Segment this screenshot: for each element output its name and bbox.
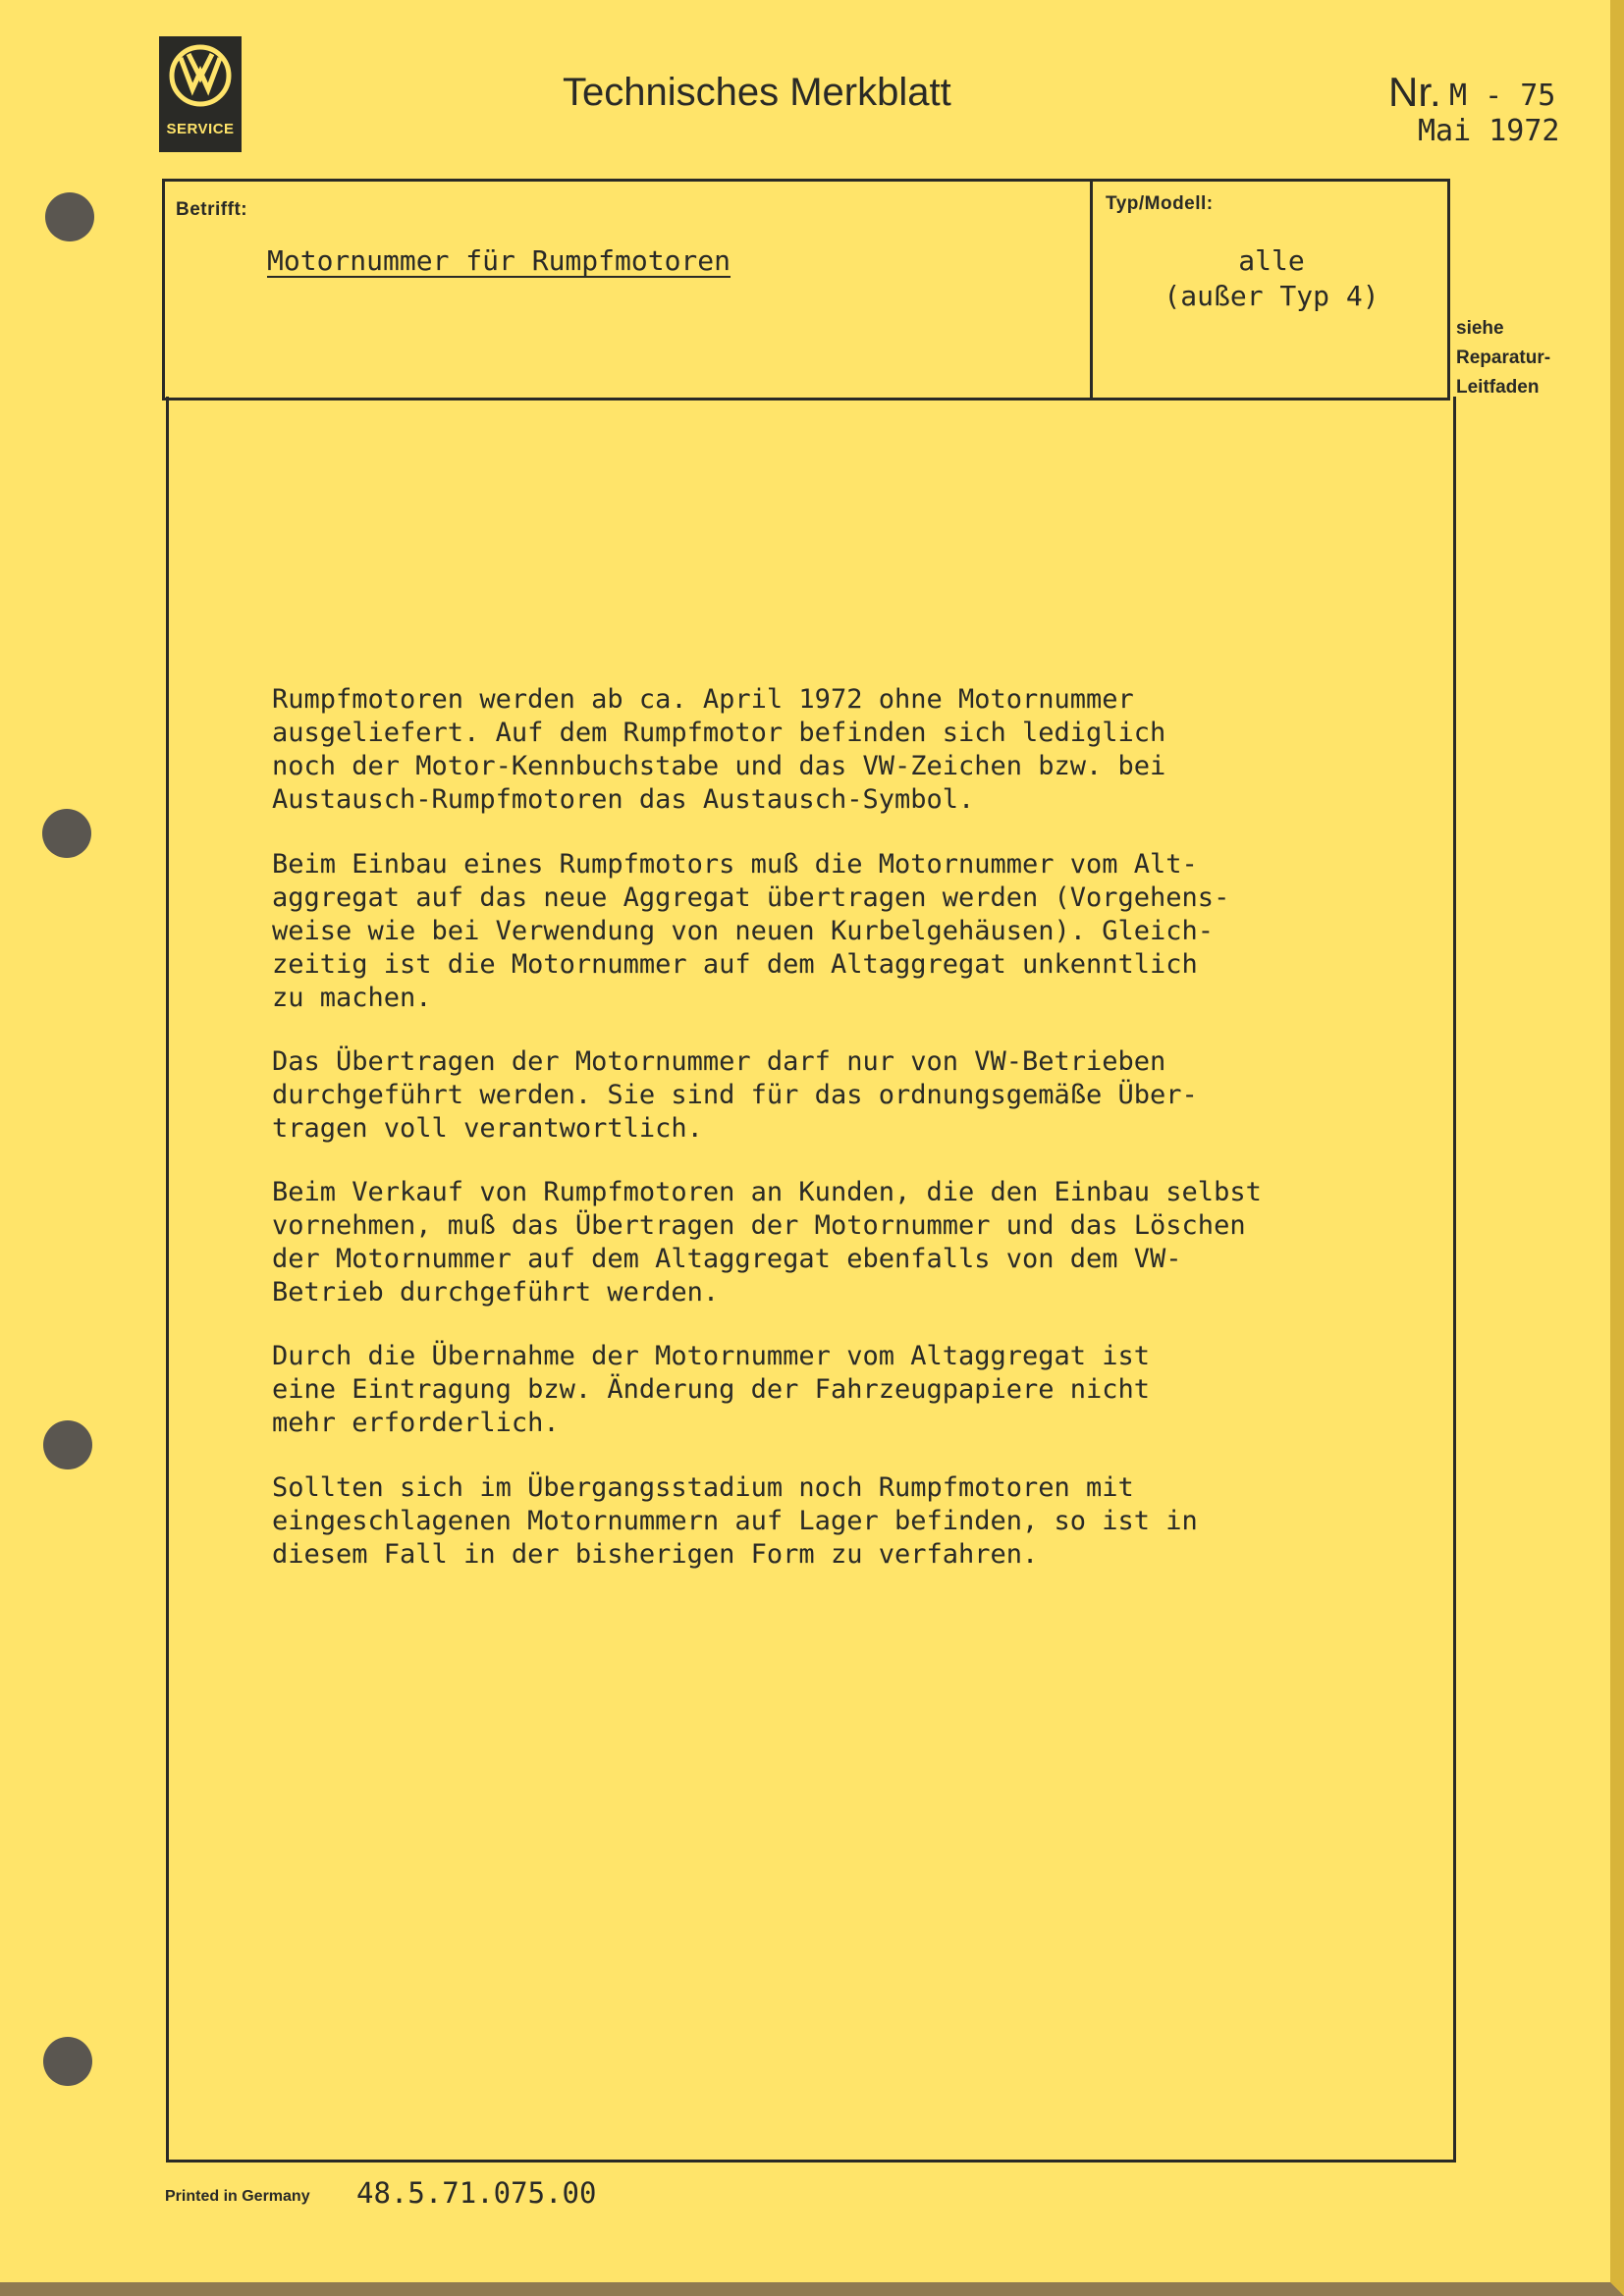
vw-service-logo xyxy=(159,36,242,152)
number-value: M - 75 xyxy=(1449,79,1556,113)
paragraph-4: Beim Verkauf von Rumpfmotoren an Kunden, die den Einbau selbst vornehmen, muß das Übertragen der Motornummer und das Löschen der Motornummer auf dem Altaggregat ebenfalls von dem VW- Betrieb durchgeführt werden. xyxy=(272,1177,1262,1308)
siehe-line-3: Leitfaden xyxy=(1456,377,1540,398)
paragraph-1: Rumpfmotoren werden ab ca. April 1972 ohne Motornummer ausgeliefert. Auf dem Rumpfmotor befinden sich lediglich noch der Motor-Kennbuchstabe und das VW-Zeichen bzw. bei Austausch-Rumpfmotoren das Austausch-Symbol. xyxy=(272,684,1166,815)
punch-hole xyxy=(42,809,91,858)
betrifft-label: Betrifft: xyxy=(176,199,248,220)
siehe-reparatur-note xyxy=(1456,314,1550,402)
vw-logo-icon xyxy=(167,42,234,109)
paragraph-5: Durch die Übernahme der Motornummer vom Altaggregat ist eine Eintragung bzw. Änderung der Fahrzeugpapiere nicht mehr erforderlich. xyxy=(272,1341,1151,1438)
printed-in-germany: Printed in Germany xyxy=(165,2188,310,2205)
logo-service-text: SERVICE xyxy=(166,121,235,137)
paragraph-6: Sollten sich im Übergangsstadium noch Rumpfmotoren mit eingeschlagenen Motornummern auf Lager befinden, so ist in diesem Fall in der bisherigen Form zu verfahren. xyxy=(272,1472,1198,1570)
punch-hole xyxy=(45,192,94,241)
number-label: Nr. xyxy=(1388,69,1441,115)
model-line-1: alle xyxy=(1238,244,1305,277)
document-title: Technisches Merkblatt xyxy=(563,71,951,114)
typ-modell-label: Typ/Modell: xyxy=(1106,193,1214,214)
paragraph-2: Beim Einbau eines Rumpfmotors muß die Motornummer vom Alt- aggregat auf das neue Aggregat übertragen werden (Vorgehens- weise wie bei Verwendung von neuen Kurbelgehäusen). Gleich- zeitig ist die Motornummer auf dem Altaggregat unkenntlich zu machen. xyxy=(272,849,1230,1013)
subject: Motornummer für Rumpfmotoren xyxy=(267,244,731,277)
catalog-number: 48.5.71.075.00 xyxy=(356,2176,597,2210)
punch-hole xyxy=(43,1420,92,1469)
punch-hole xyxy=(43,2037,92,2086)
siehe-line-2: Reparatur- xyxy=(1456,347,1551,368)
model-line-2: (außer Typ 4) xyxy=(1164,280,1380,312)
paragraph-3: Das Übertragen der Motornummer darf nur von VW-Betrieben durchgeführt werden. Sie sind für das ordnungsgemäße Über- tragen voll verantwortlich. xyxy=(272,1046,1198,1144)
issue-date: Mai 1972 xyxy=(1418,114,1560,148)
header-divider xyxy=(1090,179,1093,399)
siehe-line-1: siehe xyxy=(1456,318,1504,339)
